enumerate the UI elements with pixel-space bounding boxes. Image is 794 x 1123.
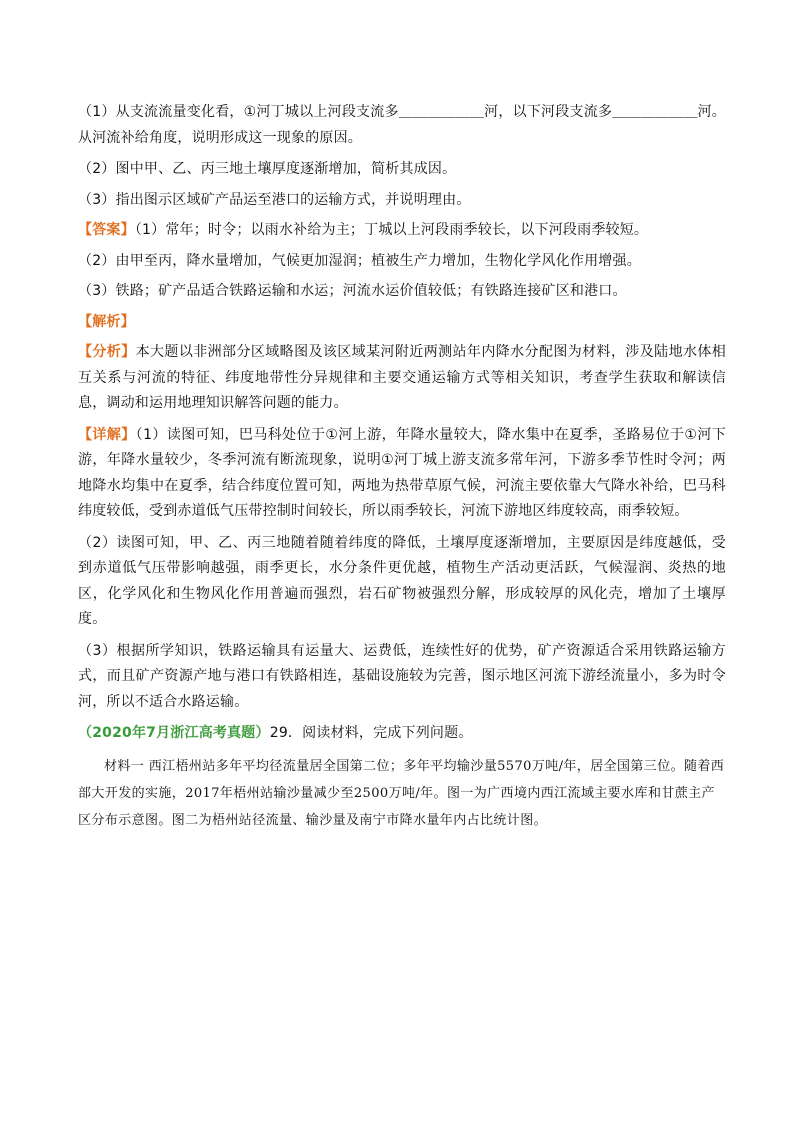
analysis-detail-3: （3）根据所学知识，铁路运输具有运量大、运费低，连续性好的优势，矿产资源适合采用铁路运输方式，而且矿产资源产地与港口有铁路相连，基础设施较为完善，图示地区河流下游经流量小，多为时令河，所以不适合水路运输。 [78, 642, 726, 710]
question-source: （2020年7月浙江高考真题） [78, 725, 270, 741]
answer-3: （3）铁路；矿产品适合铁路运输和水运；河流水运价值较低；有铁路连接矿区和港口。 [78, 283, 627, 299]
analysis-detail-1 [78, 423, 726, 525]
xiangjie-label: 【详解】 [78, 426, 136, 443]
answer-2: （2）由甲至丙，降水量增加，气候更加湿润；植被生产力增加，生物化学风化作用增强。 [78, 252, 641, 269]
question-1: （1）从支流流量变化看，①河丁城以上河段支流多＿＿＿＿＿＿河，以下河段支流多＿＿＿＿＿＿河。从河流补给角度，说明形成这一现象的原因。 [78, 104, 726, 146]
question-29-prompt: 29．阅读材料，完成下列问题。 [269, 725, 473, 741]
answer-label: 【答案】 [78, 222, 135, 238]
document-content [78, 100, 726, 847]
fenxi-text: 本大题以非洲部分区域略图及该区域某河附近两测站年内降水分配图为材料，涉及陆地水体相互关系与河流的特征、纬度地带性分异规律和主要交通运输方式等相关知识，考查学生获取和解读信息，调动和运用地理知识解答问题的能力。 [78, 344, 726, 411]
analysis-heading [78, 310, 726, 336]
analysis-fenxi [78, 340, 726, 417]
question-2: （2）图中甲、乙、丙三地土壤厚度逐渐增加，简析其成因。 [78, 161, 457, 177]
detail-1-text: （1）读图可知，巴马科处位于①河上游，年降水量较大，降水集中在夏季，圣路易位于①河下游，年降水量较少，冬季河流有断流现象，说明①河丁城上游支流多常年河，下游多季节性时令河；两地降水均集中在夏季，结合纬度位置可知，两地为热带草原气候，河流主要依靠大气降水补给，巴马科纬度较低，受到赤道低气压带控制时间较长，所以雨季较长，河流下游地区纬度较高，雨季较短。 [78, 426, 726, 519]
analysis-label: 【解析】 [78, 313, 135, 330]
answer-1-text: （1）常年；时令；以雨水补给为主；丁城以上河段雨季较长，以下河段雨季较短。 [134, 222, 649, 238]
next-question-header [78, 721, 726, 747]
analysis-detail-2: （2）读图可知，甲、乙、丙三地随着随着纬度的降低，土壤厚度逐渐增加，主要原因是纬度越低，受到赤道低气压带影响越强，雨季更长，水分条件更优越，植物生产活动更活跃，气候湿润、炎热的地区，化学风化和生物风化作用普遍而强烈，岩石矿物被强烈分解，形成较厚的风化壳，增加了土壤厚度。 [78, 534, 726, 627]
answer-1 [78, 218, 726, 244]
question-3: （3）指出图示区域矿产品运至港口的运输方式，并说明理由。 [78, 191, 471, 208]
material-one: 材料一 西江梧州站多年平均径流量居全国第二位；多年平均输沙量5570万吨/年，居全国第三位。随着西部大开发的实施，2017年梧州站输沙量减少至2500万吨/年。图一为广西境内西江流域主要水库和甘蔗主产区分布示意图。图二为梧州站径流量、输沙量及南宁市降水量年内占比统计图。 [78, 758, 725, 828]
fenxi-label: 【分析】 [78, 344, 136, 360]
